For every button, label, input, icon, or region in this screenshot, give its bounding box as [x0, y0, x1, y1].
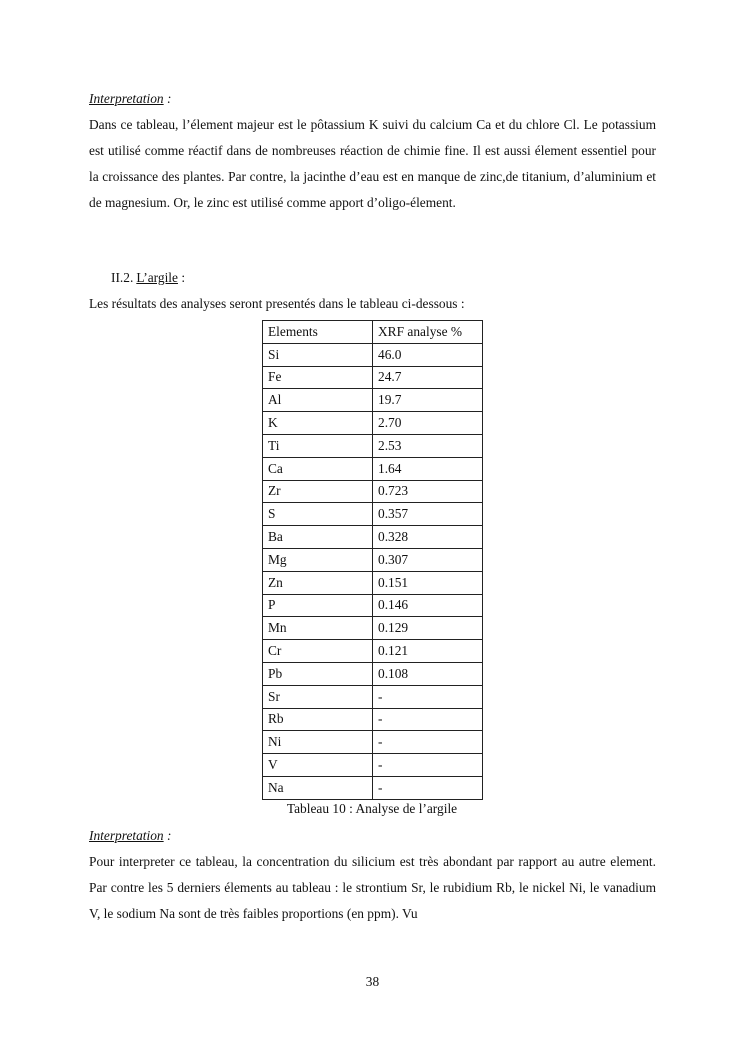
- xrf-value-cell: -: [373, 708, 483, 731]
- table-header-row: [263, 321, 483, 344]
- element-cell: Si: [263, 343, 373, 366]
- xrf-value-cell: 2.53: [373, 434, 483, 457]
- table-row: [263, 503, 483, 526]
- xrf-value-cell: 0.307: [373, 548, 483, 571]
- xrf-value-cell: 24.7: [373, 366, 483, 389]
- element-cell: Zr: [263, 480, 373, 503]
- interpretation-heading-2-text: Interpretation: [89, 828, 164, 843]
- xrf-value-cell: 2.70: [373, 412, 483, 435]
- element-cell: Na: [263, 776, 373, 799]
- xrf-value-cell: 0.129: [373, 617, 483, 640]
- interpretation-heading-1-suffix: :: [163, 91, 172, 106]
- element-cell: Mn: [263, 617, 373, 640]
- element-cell: P: [263, 594, 373, 617]
- xrf-value-cell: 0.121: [373, 640, 483, 663]
- element-cell: Fe: [263, 366, 373, 389]
- table-row: [263, 754, 483, 777]
- xrf-value-cell: 1.64: [373, 457, 483, 480]
- element-cell: Zn: [263, 571, 373, 594]
- table-row: [263, 457, 483, 480]
- section-number: II.2.: [111, 270, 134, 285]
- xrf-value-cell: -: [373, 685, 483, 708]
- element-cell: Ni: [263, 731, 373, 754]
- table-row: [263, 548, 483, 571]
- element-cell: Ba: [263, 526, 373, 549]
- header-elements: Elements: [263, 321, 373, 344]
- xrf-value-cell: -: [373, 754, 483, 777]
- xrf-value-cell: 0.108: [373, 662, 483, 685]
- element-cell: Ca: [263, 457, 373, 480]
- xrf-value-cell: 46.0: [373, 343, 483, 366]
- table-row: [263, 685, 483, 708]
- table-row: [263, 389, 483, 412]
- xrf-value-cell: 0.151: [373, 571, 483, 594]
- table-body: [263, 343, 483, 799]
- section-title: L’argile: [136, 270, 178, 285]
- element-cell: Ti: [263, 434, 373, 457]
- element-cell: Al: [263, 389, 373, 412]
- page-number: 38: [365, 974, 380, 989]
- section-title-suffix: :: [177, 270, 186, 285]
- interpretation-paragraph-2: Pour interpreter ce tableau, la concentration du silicium est très abondant par rapport au autre element. Par contre les 5 derniers élements au tableau : le strontium Sr, le rubidium Rb, le nickel Ni, le vanadium V, le sodium Na sont de très faibles proportions (en ppm). Vu: [89, 854, 656, 921]
- table-row: [263, 776, 483, 799]
- table-intro-text: Les résultats des analyses seront presentés dans le tableau ci-dessous :: [89, 296, 465, 311]
- table-row: [263, 526, 483, 549]
- table-row: [263, 412, 483, 435]
- section-heading-argile: [111, 268, 185, 288]
- xrf-analysis-table: [262, 320, 483, 800]
- table-row: [263, 617, 483, 640]
- xrf-value-cell: 19.7: [373, 389, 483, 412]
- element-cell: Rb: [263, 708, 373, 731]
- element-cell: Pb: [263, 662, 373, 685]
- interpretation-heading-1-text: Interpretation: [89, 91, 164, 106]
- xrf-value-cell: 0.328: [373, 526, 483, 549]
- table-row: [263, 731, 483, 754]
- table-row: [263, 640, 483, 663]
- table-row: [263, 662, 483, 685]
- element-cell: Cr: [263, 640, 373, 663]
- xrf-value-cell: 0.357: [373, 503, 483, 526]
- interpretation-heading-1: [89, 86, 656, 112]
- table-row: [263, 571, 483, 594]
- table-row: [263, 434, 483, 457]
- element-cell: S: [263, 503, 373, 526]
- table-row: [263, 343, 483, 366]
- table-row: [263, 480, 483, 503]
- interpretation-paragraph-1: Dans ce tableau, l’élement majeur est le pôtassium K suivi du calcium Ca et du chlore Cl. Le potassium est utilisé comme réactif dans de nombreuses réaction de chimie fine. Il est aussi élement essentiel pour la croissance des plantes. Par contre, la jacinthe d’eau est en manque de zinc,de titanium, d’aluminium et de magnesium. Or, le zinc est utilisé comme apport d’oligo-élement.: [89, 117, 656, 210]
- xrf-value-cell: -: [373, 731, 483, 754]
- element-cell: V: [263, 754, 373, 777]
- xrf-value-cell: -: [373, 776, 483, 799]
- interpretation-heading-2: [89, 823, 656, 849]
- table-row: [263, 366, 483, 389]
- xrf-value-cell: 0.723: [373, 480, 483, 503]
- xrf-value-cell: 0.146: [373, 594, 483, 617]
- table-row: [263, 594, 483, 617]
- table-caption: Tableau 10 : Analyse de l’argile: [286, 801, 458, 816]
- header-xrf-analyse: XRF analyse %: [373, 321, 483, 344]
- element-cell: K: [263, 412, 373, 435]
- interpretation-heading-2-suffix: :: [163, 828, 172, 843]
- element-cell: Mg: [263, 548, 373, 571]
- table-row: [263, 708, 483, 731]
- element-cell: Sr: [263, 685, 373, 708]
